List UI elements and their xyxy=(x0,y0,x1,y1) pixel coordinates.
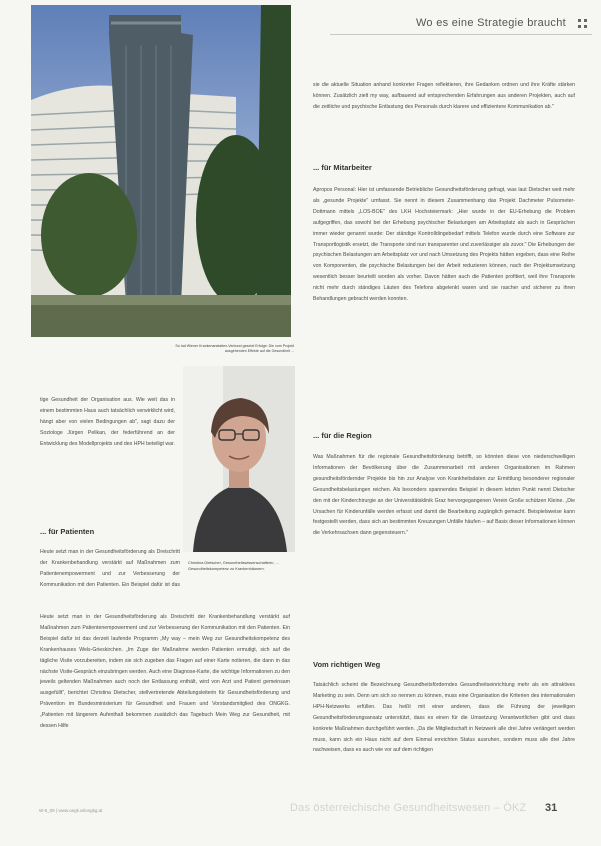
hospital-photo xyxy=(31,5,291,337)
hospital-building-image xyxy=(31,5,291,337)
right-column-continuation: sie die aktuelle Situation anhand konkreter Fragen reflektieren, ihre Gedanken ordnen und ihre Kräfte stärken können. Zusätzlich zielt my way, aufbauend auf entsprechenden Erfahrungen aus anderen Projekten, auch auf die zeitliche und psychische Entlastung des Personals durch klarere und effizientere Kommunikation ab." xyxy=(313,82,575,110)
heading-right-way: Vom richtigen Weg xyxy=(313,660,381,669)
right-column-employees: Apropos Personal: Hier ist umfassende Betriebliche Gesundheitsförderung gefragt, was laut Dietscher weit mehr als „gesunde Projekte" umfasst. Sie nennt in diesem Zusammenhang das Projekt Dachmeter Pulsometer-Dottmann mittels „LOS-BOE" des LKH Hochsteiermark: „Hier wurde in der EU-Erhebung die Problem aufgegriffen, das sowohl bei der Erhebung psychischer Belastungen am Arbeitsplatz als auch in Gesprächen immer wieder genannt wurde: Der ständige Kontrolldingebedarf mittels Telefon wurde durch eine Software zur Transportlogistik ersetzt, die Transporte sind nun transparenter und zuverlässiger als zuvor." Die Erhebungen der psychischen Belastungen am Arbeitsplatz vor und nach Umsetzung des Projekts hätten ergeben, dass eine Reihe von Komponenten, die psychische Belastungen bei der Arbeit reduzieren können, nach der Projektumsetzung wesentlich besser beurteilt worden als vorher. Davon hätten auch die Patienten profitiert, weil ihre Transporte nicht mehr durch ständiges Läuten des Telefons abgelenkt waren und sie rascher und sicherer zu ihren Behandlungen gebracht werden konnten. xyxy=(313,187,575,303)
footer-issue-info: W-5_09 | www.oegk.at/ongkg.at xyxy=(39,808,103,813)
grid-dots-icon xyxy=(578,19,588,29)
left-column-intro: tige Gesundheit der Organisation aus. Wie weit das in einem bestimmten Haus auch tatsächlich verwirklicht wird, hängt aber von vielen Bedingungen ab", sagt dazu der Soziologe Jürgen Pelikan, der federführend an der Entwicklung des Modellprojekts und des HPH beteiligt war. xyxy=(40,397,175,447)
left-column-patients-body: Heute setzt man in der Gesundheitsförderung als Dreischritt der Krankenbehandlung verstärkt auf Maßnahmen zum Patientenempowerment und zur Verbesserung der Kommunikation mit den Patienten. Ein Beispiel dafür ist das derzeit laufende Programm „My way – mein Weg zur Gesundheitskompetenz des Krankenhauses Wels-Grieskirchen. „Im Zuge der Maßnahme werden Patienten ermutigt, sich auf die tägliche Visite vorzubereiten, indem sie sich zugeben das Fragen auf einer Karte notieren, die dann in das nächste Visite-Gespräch einzubringen werden. Auch eine Diagnose-Karte, die wichtige Informationen zu den jeweils geltenden Maßnahmen auch noch der Entlassung enthält, wird von Arzt und Patient gemeinsam ausgefüllt", berichtet Christina Dietscher, stellvertretende Abteilungsleiterin für Gesundheitsförderung und Prävention im Bundesministerium für Gesundheit und Frauen und Vorstandsmitglied des ONGKG. „Patienten mit längerem Aufenthalt bekommen zusätzlich das Tagebuch Mein Weg zur Gesundheit, mit dessen Hilfe xyxy=(40,614,290,730)
right-column-right-way: Tatsächlich scheint die Bezeichnung Gesundheitsförderndes Gesundheitseinrichtung mehr als ein attraktives Marketing zu sein. Denn um sich so nennen zu können, muss eine Organisation die Kriterien des internationalen HPH-Netzwerks erfüllen. Das heißt mit einer anderen, dass die Führung der jeweiligen Gesundheitsförderungsansatz unterstützt, dass es einen für die Umsetzung Verantwortlichen gibt und dass konkrete Maßnahmen durchgeführt werden. „Da die Mitgliedschaft in Netzwerk alle drei Jahre verlängert werden muss, kann sich ein Haus nicht auf dem Einmal erreichten Status ausruhen, sondern muss alle drei Jahre nachweisen, dass es auch wie vor auf dem richtigen xyxy=(313,682,575,754)
footer-publication-title: Das österreichische Gesundheitswesen – ÖKZ xyxy=(290,802,527,814)
heading-region: ... für die Region xyxy=(313,431,372,440)
section-title: Wo es eine Strategie braucht xyxy=(415,17,566,29)
portrait-caption: Christina Dietscher, Gesundheitswissenschafterin, ... Gesundheitskompetenz zu Krankenhäusern. xyxy=(188,560,279,572)
page-header xyxy=(330,12,592,35)
photo-caption: So hat Wiener Krankenanstalten-Verbund gesetzt Erfolge: Die vom Projekt ausgehenden Effekte auf die Gesundheit ... xyxy=(175,344,294,353)
person-portrait-image xyxy=(183,366,295,552)
right-column-region: Was Maßnahmen für die regionale Gesundheitsförderung betrifft, so könnten diese von niederschwelligen Informationen der Bevölkerung über die Zusammenarbeit mit anderen Organisationen im Rahmen gesundheitsfördernder Projekte bis hin zur Analyse von Krankheitsdaten zur Ermittlung besonderer regionaler Gesundheitsbelastungen reichen. Als besonders spannendes Beispiel in diesem letzten Punkt nennt Dietscher den mit der Kinderchirurgie an der Universitätsklinik Graz hervorgegangenen Verein Große schützen Kleine. „Die Ursachen für Kinderunfälle werden erfasst und damit die Bearbeitung zugänglich gemacht. Beispielsweise kann festgestellt werden, dass sich an bestimmten Kreuzungen Unfälle häufen – auf Basis dieser Informationen können die Verkehrsachsen dann gegensteuern." xyxy=(313,454,575,537)
heading-employees: ... für Mitarbeiter xyxy=(313,163,372,172)
heading-patients: ... für Patienten xyxy=(40,527,95,536)
portrait-photo xyxy=(183,366,295,552)
page-number: 31 xyxy=(545,802,558,814)
left-column-patients-start: Heute setzt man in der Gesundheitsförderung als Dreischritt der Krankenbehandlung verstärkt auf Maßnahmen zum Patientenempowerment und zur Verbesserung der Kommunikation mit den Patienten. Ein Beispiel dafür ist das xyxy=(40,549,180,587)
